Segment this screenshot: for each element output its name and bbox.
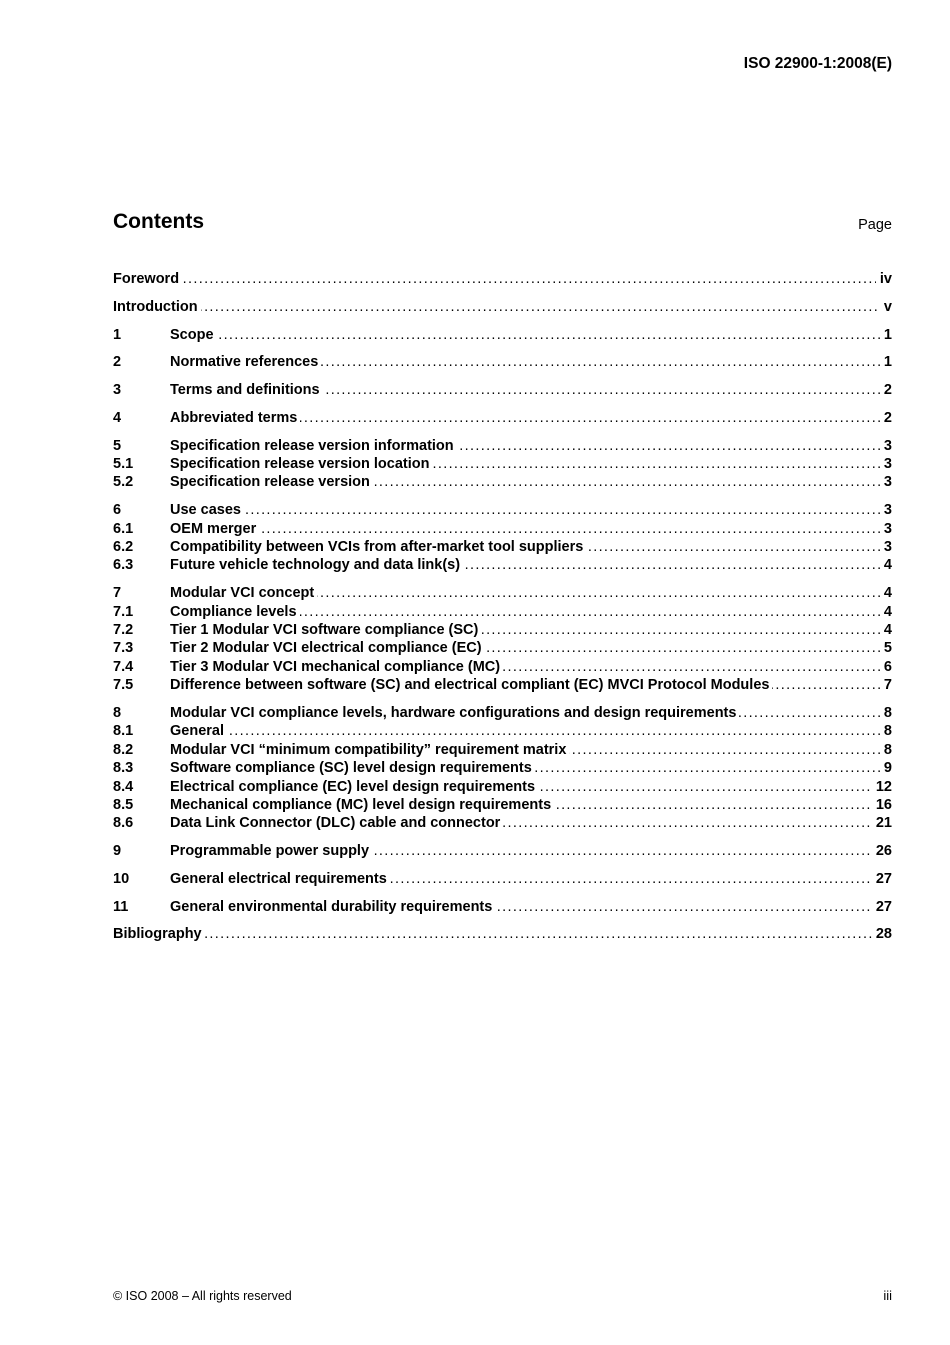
toc-entry-page: 27	[872, 898, 892, 916]
toc-entry-title: Normative references	[170, 354, 321, 370]
toc-entry-row	[170, 796, 892, 814]
contents-heading: Contents	[113, 210, 204, 233]
toc-entry-number: 8.4	[113, 778, 134, 795]
toc-entry-row	[170, 759, 892, 777]
toc-entry-page: 3	[880, 520, 892, 538]
toc-entry-row	[170, 722, 892, 740]
toc-entry-row	[170, 676, 892, 694]
toc-entry-row	[170, 326, 892, 344]
toc-entry-page: 5	[880, 639, 892, 657]
toc-entry-number: 8	[113, 704, 122, 721]
toc-entry-number: 10	[113, 870, 130, 887]
toc-entry-number: 11	[113, 898, 129, 915]
page-number: iii	[883, 1288, 892, 1303]
toc-entry-row	[170, 437, 892, 455]
toc-entry-number: 1	[113, 326, 122, 343]
toc-entry[interactable]	[113, 473, 892, 491]
toc-entry[interactable]	[113, 778, 892, 796]
toc-entry-title: Programmable power supply	[170, 843, 372, 859]
page-column-label: Page	[858, 217, 892, 233]
toc-entry-page: 4	[880, 603, 892, 621]
toc-entry[interactable]	[113, 455, 892, 473]
toc-entry[interactable]	[113, 538, 892, 556]
toc-entry-title: Software compliance (SC) level design requirements	[170, 760, 535, 776]
toc-entry-number: 7	[113, 585, 122, 602]
toc-entry-number: 6.1	[113, 520, 134, 537]
toc-entry-number: 7.2	[113, 621, 134, 638]
toc-entry-page: 2	[880, 409, 892, 427]
toc-entry-page: 3	[880, 501, 892, 519]
toc-entry[interactable]	[113, 704, 892, 722]
toc-entry[interactable]	[113, 741, 892, 759]
toc-entry[interactable]	[113, 437, 892, 455]
toc-entry-title: Tier 3 Modular VCI mechanical compliance (MC)	[170, 659, 503, 675]
toc-entry-row	[170, 556, 892, 574]
toc-entry[interactable]	[113, 603, 892, 621]
toc-entry-title: Bibliography	[113, 926, 205, 942]
toc-entry-number: 3	[113, 382, 122, 399]
toc-entry-page: 2	[880, 381, 892, 399]
toc-entry-page: v	[880, 298, 892, 316]
toc-entry-page: 3	[880, 473, 892, 491]
toc-entry[interactable]	[113, 621, 892, 639]
toc-entry-row	[170, 520, 892, 538]
toc-entry-title: Electrical compliance (EC) level design requirements	[170, 779, 538, 795]
toc-entry-page: 3	[880, 538, 892, 556]
toc-entry-page: 4	[880, 621, 892, 639]
toc-entry-title: Introduction	[113, 299, 201, 315]
toc-entry[interactable]	[113, 870, 892, 888]
toc-entry[interactable]	[113, 842, 892, 860]
toc-entry-page: 3	[880, 455, 892, 473]
toc-entry-title: Scope	[170, 327, 217, 343]
toc-entry-number: 5.2	[113, 474, 134, 491]
toc-entry-row	[170, 455, 892, 473]
toc-entry[interactable]	[113, 658, 892, 676]
toc-entry-title: Specification release version information	[170, 438, 457, 454]
toc-entry-row	[170, 639, 892, 657]
toc-entry[interactable]	[113, 556, 892, 574]
toc-entry[interactable]	[113, 298, 892, 316]
toc-entry-row	[170, 741, 892, 759]
toc-entry-title: Difference between software (SC) and electrical compliant (EC) MVCI Protocol Modules	[170, 677, 772, 693]
toc-entry-page: 6	[880, 658, 892, 676]
toc-entry-row	[170, 778, 892, 796]
toc-entry-title: General environmental durability requirements	[170, 899, 495, 915]
toc-entry-title: General electrical requirements	[170, 871, 390, 887]
toc-entry[interactable]	[113, 796, 892, 814]
toc-entry-title: General	[170, 723, 227, 739]
toc-entry-title: Modular VCI concept	[170, 585, 317, 601]
toc-entry-number: 2	[113, 354, 122, 371]
toc-entry-row	[170, 538, 892, 556]
toc-entry-page: 1	[880, 326, 892, 344]
toc-entry-page: 21	[872, 814, 892, 832]
toc-entry-page: 28	[872, 925, 892, 943]
toc-entry-title: Data Link Connector (DLC) cable and connector	[170, 815, 503, 831]
toc-entry-row	[170, 704, 892, 722]
toc-entry-page: 26	[872, 842, 892, 860]
table-of-contents	[113, 270, 892, 944]
toc-entry-row	[170, 898, 892, 916]
toc-entry[interactable]	[113, 381, 892, 399]
toc-entry[interactable]	[113, 270, 892, 288]
toc-entry-row	[170, 658, 892, 676]
toc-entry-page: 7	[880, 676, 892, 694]
toc-entry-page: 27	[872, 870, 892, 888]
toc-entry-row	[170, 814, 892, 832]
toc-entry-page: 8	[880, 741, 892, 759]
toc-entry-title: Compatibility between VCIs from after-market tool suppliers	[170, 539, 586, 555]
toc-entry-number: 8.3	[113, 760, 134, 777]
toc-entry-number: 8.5	[113, 796, 134, 813]
copyright-notice: © ISO 2008 – All rights reserved	[113, 1289, 292, 1303]
toc-entry-title: Modular VCI compliance levels, hardware configurations and design requirements	[170, 705, 739, 721]
toc-entry[interactable]	[113, 925, 892, 943]
toc-entry-title: Specification release version location	[170, 456, 433, 472]
toc-entry-row	[170, 842, 892, 860]
toc-entry-page: iv	[876, 270, 892, 288]
toc-entry-title: Terms and definitions	[170, 382, 323, 398]
toc-entry-title: Use cases	[170, 502, 244, 518]
toc-entry-row	[170, 473, 892, 491]
toc-entry-number: 8.6	[113, 815, 134, 832]
toc-entry-page: 1	[880, 353, 892, 371]
toc-entry-number: 6.3	[113, 557, 134, 574]
toc-entry[interactable]	[113, 639, 892, 657]
toc-entry-title: OEM merger	[170, 521, 259, 537]
toc-entry-title: Modular VCI “minimum compatibility” requirement matrix	[170, 742, 569, 758]
toc-entry-page: 4	[880, 584, 892, 602]
toc-entry-title: Tier 2 Modular VCI electrical compliance (EC)	[170, 640, 485, 656]
toc-entry-row	[113, 298, 892, 316]
toc-entry-row	[170, 870, 892, 888]
toc-entry-number: 9	[113, 843, 122, 860]
toc-entry-row	[170, 621, 892, 639]
toc-entry-number: 8.1	[113, 723, 134, 740]
toc-entry-number: 6.2	[113, 539, 134, 556]
toc-entry[interactable]	[113, 584, 892, 602]
toc-entry-title: Mechanical compliance (MC) level design requirements	[170, 797, 554, 813]
toc-entry-row	[113, 925, 892, 943]
toc-entry-title: Future vehicle technology and data link(s)	[170, 557, 463, 573]
toc-entry-title: Abbreviated terms	[170, 410, 300, 426]
toc-entry-page: 9	[880, 759, 892, 777]
toc-entry[interactable]	[113, 676, 892, 694]
toc-entry-title: Tier 1 Modular VCI software compliance (SC)	[170, 622, 481, 638]
toc-entry-number: 7.5	[113, 677, 134, 694]
toc-entry[interactable]	[113, 898, 892, 916]
toc-entry-title: Specification release version	[170, 474, 373, 490]
toc-entry-page: 3	[880, 437, 892, 455]
toc-entry-title: Compliance levels	[170, 604, 300, 620]
toc-entry-row	[113, 270, 892, 288]
toc-entry-row	[170, 381, 892, 399]
toc-entry-page: 12	[872, 778, 892, 796]
toc-entry-row	[170, 501, 892, 519]
toc-entry[interactable]	[113, 759, 892, 777]
toc-entry-row	[170, 353, 892, 371]
toc-entry[interactable]	[113, 814, 892, 832]
toc-entry-number: 6	[113, 502, 122, 519]
toc-entry[interactable]	[113, 409, 892, 427]
toc-entry-row	[170, 603, 892, 621]
toc-entry-page: 8	[880, 704, 892, 722]
toc-entry[interactable]	[113, 326, 892, 344]
toc-entry-title: Foreword	[113, 271, 182, 287]
toc-entry-page: 4	[880, 556, 892, 574]
toc-entry-page: 8	[880, 722, 892, 740]
document-identifier: ISO 22900-1:2008(E)	[743, 55, 892, 72]
toc-entry-number: 5	[113, 437, 122, 454]
toc-entry-number: 5.1	[113, 456, 134, 473]
toc-entry[interactable]	[113, 520, 892, 538]
toc-entry-number: 8.2	[113, 741, 134, 758]
toc-entry-row	[170, 584, 892, 602]
toc-entry-number: 7.1	[113, 603, 134, 620]
toc-entry[interactable]	[113, 501, 892, 519]
toc-entry-number: 7.3	[113, 640, 134, 657]
toc-entry-number: 4	[113, 409, 122, 426]
toc-entry-number: 7.4	[113, 658, 134, 675]
toc-entry[interactable]	[113, 353, 892, 371]
toc-entry[interactable]	[113, 722, 892, 740]
toc-entry-row	[170, 409, 892, 427]
toc-entry-page: 16	[872, 796, 892, 814]
